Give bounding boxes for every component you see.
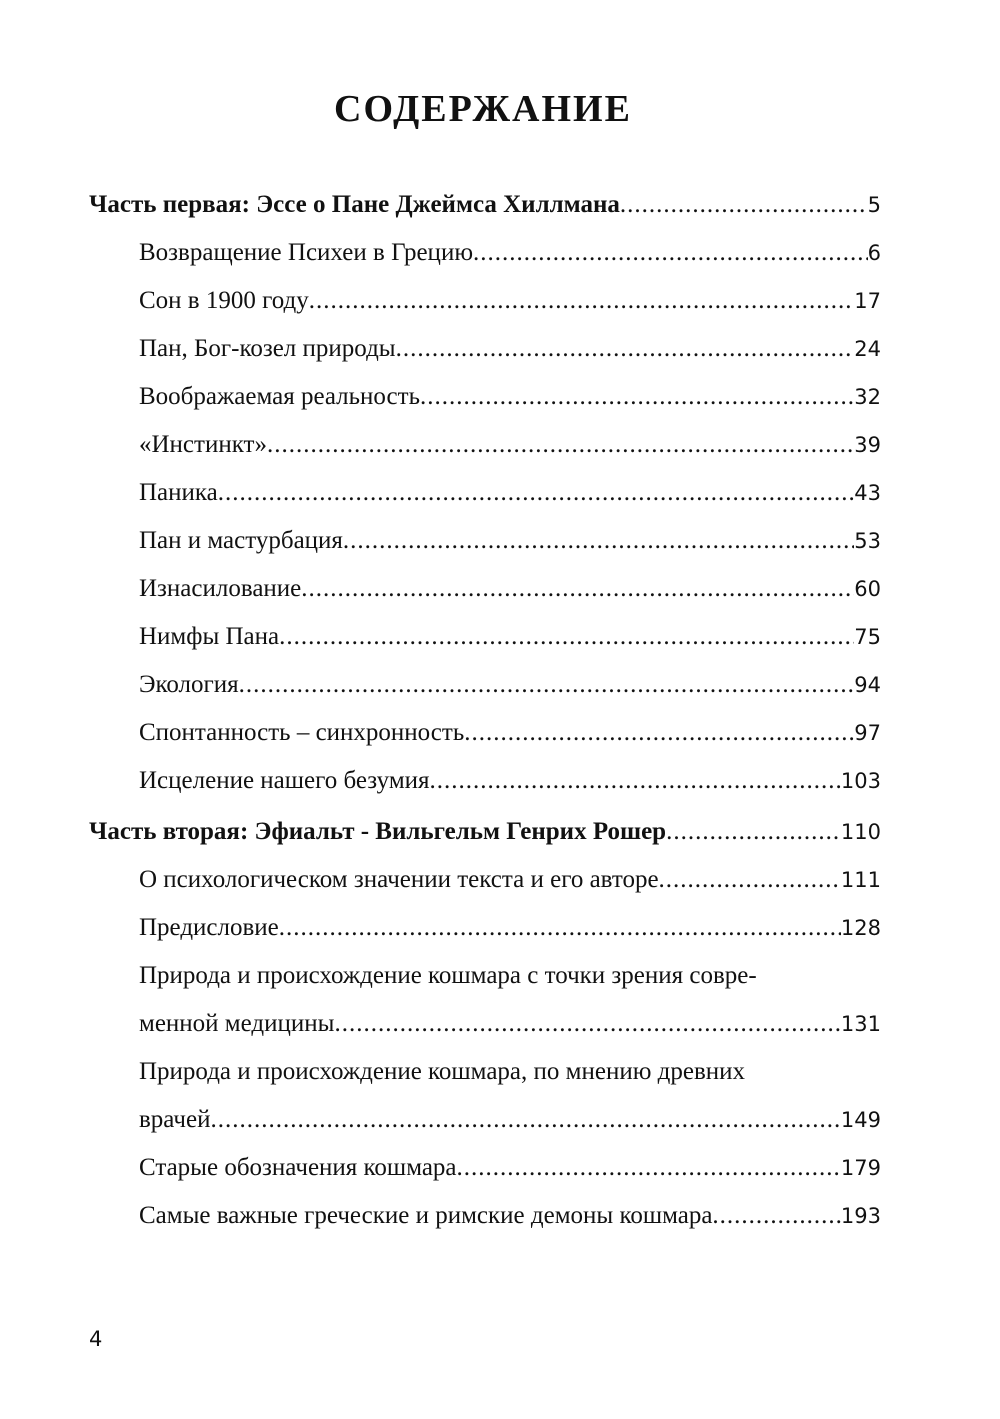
toc-entry-title: Пан и мастурбация bbox=[139, 527, 343, 554]
toc-page-number: 97 bbox=[854, 721, 881, 745]
dot-leader bbox=[267, 425, 854, 465]
toc-page-number: 193 bbox=[840, 1204, 881, 1228]
toc-page-number: 149 bbox=[840, 1108, 881, 1132]
dot-leader bbox=[457, 1148, 841, 1188]
toc-entry bbox=[139, 425, 881, 465]
toc-page-number: 111 bbox=[840, 868, 881, 892]
toc-entry bbox=[139, 521, 881, 561]
dot-leader bbox=[309, 281, 855, 321]
dot-leader bbox=[473, 233, 868, 273]
dot-leader bbox=[239, 665, 855, 705]
toc-entry-title: Воображаемая реальность bbox=[139, 383, 420, 410]
dot-leader bbox=[666, 812, 841, 852]
toc-entry-title: Самые важные греческие и римские демоны кошмара bbox=[139, 1202, 713, 1229]
toc-entry-title: Экология bbox=[139, 671, 239, 698]
dot-leader bbox=[464, 713, 854, 753]
page-number: 4 bbox=[89, 1327, 103, 1351]
toc-entry bbox=[139, 281, 881, 321]
dot-leader bbox=[430, 761, 841, 801]
dot-leader bbox=[712, 1196, 840, 1236]
toc-entry-title: Спонтанность – синхронность bbox=[139, 719, 465, 746]
toc-page-number: 6 bbox=[867, 241, 881, 265]
dot-leader bbox=[279, 617, 854, 657]
toc-entry bbox=[139, 665, 881, 705]
toc-entry-title: Природа и происхождение кошмара, по мнению древних bbox=[139, 1058, 746, 1085]
toc-page-number: 110 bbox=[840, 820, 881, 844]
toc-entry bbox=[139, 473, 881, 513]
toc-page-number: 24 bbox=[854, 337, 881, 361]
dot-leader bbox=[620, 185, 868, 225]
toc-part-2 bbox=[89, 812, 881, 852]
dot-leader bbox=[420, 377, 854, 417]
toc-page-number: 32 bbox=[854, 385, 881, 409]
dot-leader bbox=[334, 1004, 840, 1044]
toc-entry-title: Старые обозначения кошмара bbox=[139, 1154, 457, 1181]
toc-page-number: 39 bbox=[854, 433, 881, 457]
toc-entry bbox=[139, 329, 881, 369]
toc-page-number: 75 bbox=[854, 625, 881, 649]
dot-leader bbox=[301, 569, 854, 609]
toc-page-number: 179 bbox=[840, 1156, 881, 1180]
dot-leader bbox=[396, 329, 855, 369]
toc-part-title: Часть первая: Эссе о Пане Джеймса Хиллмана bbox=[89, 191, 620, 218]
toc-page-number: 128 bbox=[840, 916, 881, 940]
toc-entry-title: Исцеление нашего безумия bbox=[139, 767, 430, 794]
toc-part-title: Часть вторая: Эфиальт - Вильгельм Генрих Рошер bbox=[89, 818, 667, 845]
toc-entry-title-continuation: менной медицины bbox=[139, 1010, 335, 1037]
toc-entry-title: Нимфы Пана bbox=[139, 623, 280, 650]
toc-page-number: 60 bbox=[854, 577, 881, 601]
toc-entry bbox=[139, 1196, 881, 1236]
toc-page-number: 17 bbox=[854, 289, 881, 313]
toc-entry-title: Пан, Бог-козел природы bbox=[139, 335, 396, 362]
toc-entry-title: Предисловие bbox=[139, 914, 279, 941]
toc-entry bbox=[139, 569, 881, 609]
toc-entry bbox=[139, 1148, 881, 1188]
toc-entry-title: Возвращение Психеи в Грецию bbox=[139, 239, 473, 266]
dot-leader bbox=[210, 1100, 840, 1140]
toc-entry bbox=[139, 377, 881, 417]
toc-entry bbox=[139, 617, 881, 657]
toc-page-number: 131 bbox=[840, 1012, 881, 1036]
toc-entry bbox=[139, 233, 881, 273]
toc-entry bbox=[139, 1004, 881, 1044]
toc-page-number: 94 bbox=[854, 673, 881, 697]
toc-page-number: 103 bbox=[840, 769, 881, 793]
toc-entry-title: Изнасилование bbox=[139, 575, 302, 602]
toc-entry bbox=[139, 1100, 881, 1140]
toc-entry bbox=[139, 908, 881, 948]
dot-leader bbox=[218, 473, 854, 513]
toc-entry-title-continuation: врачей bbox=[139, 1106, 211, 1133]
toc-entry-title: Природа и происхождение кошмара с точки зрения совре- bbox=[139, 962, 757, 989]
toc-part-1 bbox=[89, 185, 881, 225]
toc-entry-title: «Инстинкт» bbox=[139, 431, 267, 458]
dot-leader bbox=[343, 521, 854, 561]
toc-entry-title: О психологическом значении текста и его авторе bbox=[139, 866, 659, 893]
toc-entry bbox=[139, 713, 881, 753]
toc-entry bbox=[139, 761, 881, 801]
dot-leader bbox=[659, 860, 841, 900]
toc-page-number: 53 bbox=[854, 529, 881, 553]
toc-entry-title: Сон в 1900 году bbox=[139, 287, 309, 314]
toc-entry-title: Паника bbox=[139, 479, 218, 506]
page-title: СОДЕРЖАНИЕ bbox=[334, 88, 632, 130]
toc-page-number: 5 bbox=[867, 193, 881, 217]
toc-entry bbox=[139, 860, 881, 900]
toc-page-number: 43 bbox=[854, 481, 881, 505]
dot-leader bbox=[279, 908, 841, 948]
